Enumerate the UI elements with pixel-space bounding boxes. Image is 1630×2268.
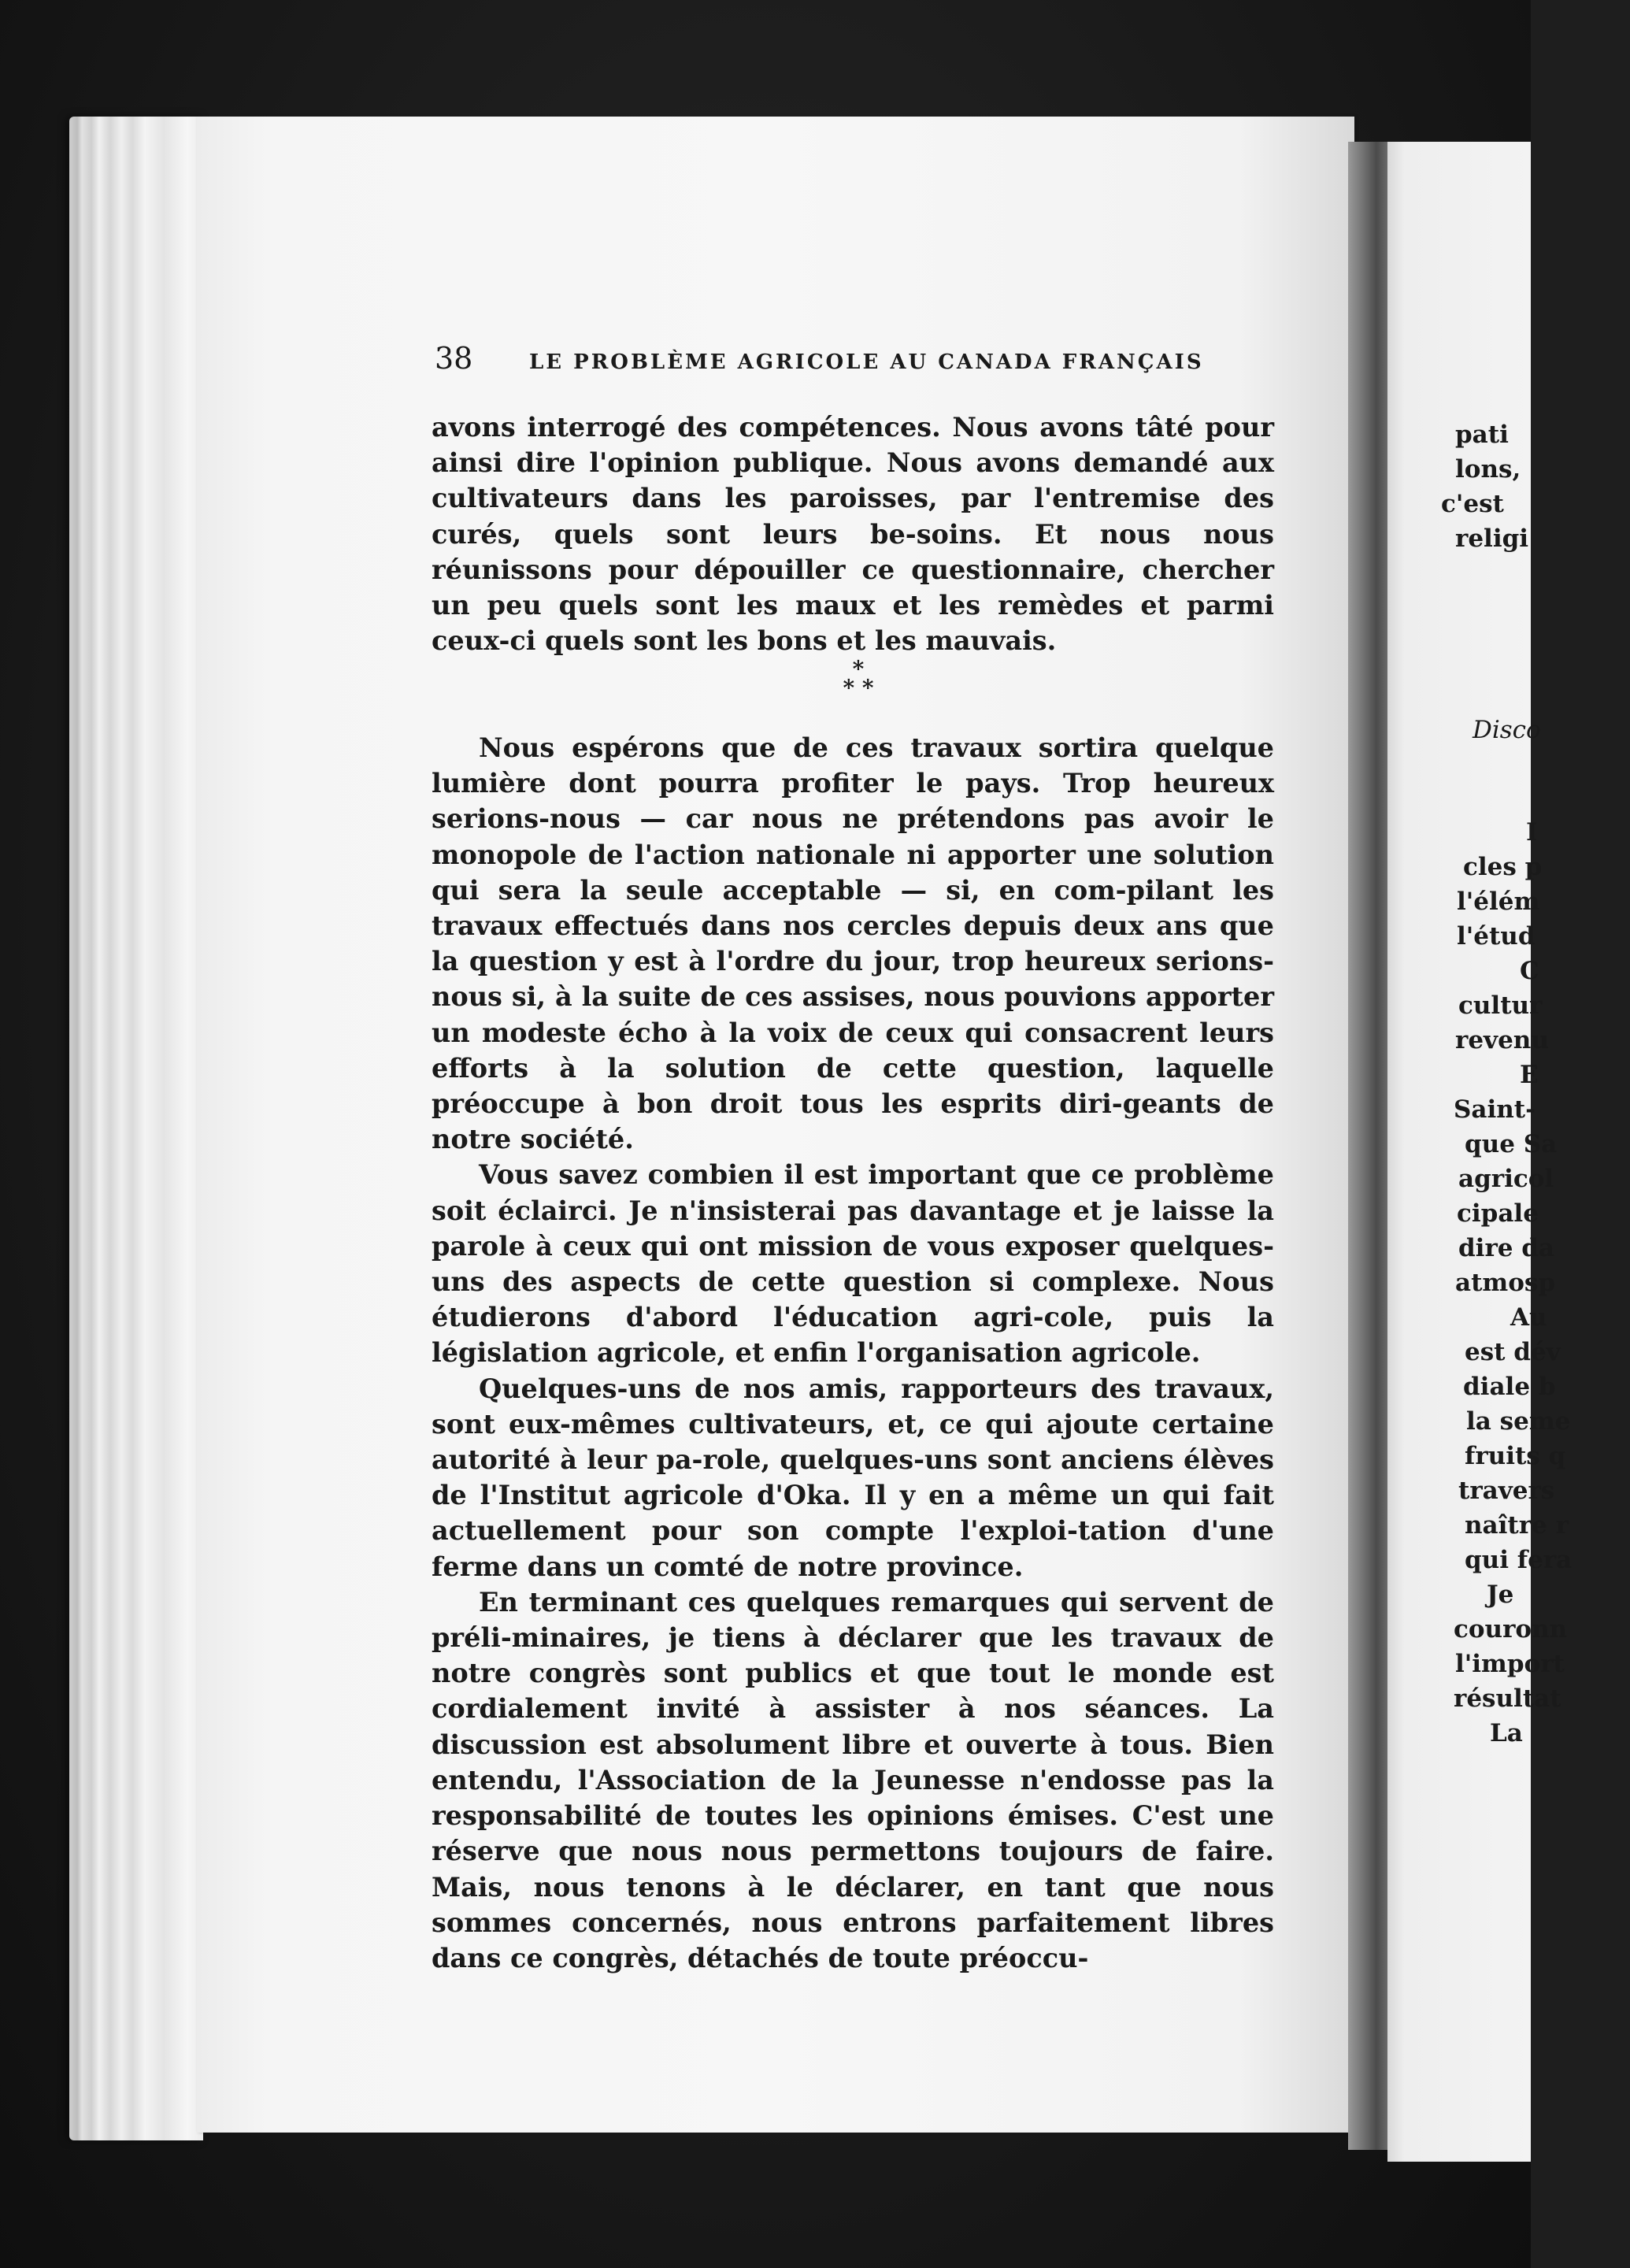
right-line: C [1520, 957, 1539, 985]
right-line: l'élém [1457, 888, 1540, 916]
right-line: cultur [1458, 991, 1543, 1020]
body-text-top [432, 410, 1274, 658]
right-page-top-lines [1441, 417, 1599, 556]
running-head [435, 339, 1222, 378]
section-break [827, 656, 890, 701]
right-line: c'est [1441, 490, 1504, 518]
right-line: résultat [1454, 1684, 1561, 1713]
paragraph-3: Vous savez combien il est important que ce problème soit éclairci. Je n'insisterai pas davantage et je laisse la parole à ceux qui ont mission de vous exposer quelques-uns des aspects de cette question si complexe. Nous étudierons d'abord l'éducation agri-cole, puis la législation agricole, et enfin l'organisation agricole. [432, 1159, 1274, 1369]
right-line: travers [1458, 1477, 1555, 1505]
right-line: est dév [1465, 1338, 1561, 1366]
right-line: l'étud [1457, 922, 1536, 951]
right-line: la seme [1466, 1407, 1571, 1436]
paragraph-1: avons interrogé des compétences. Nous avons tâté pour ainsi dire l'opinion publique. Nous avons demandé aux cultivateurs dans les paroisses, par l'entremise des curés, quels sont leurs be-soins. Et nous nous réunissons pour dépouiller ce questionnaire, chercher un peu quels sont les maux et les remèdes et parmi ceux-ci quels sont les bons et les mauvais. [432, 412, 1274, 657]
right-line: pati [1455, 421, 1509, 449]
right-page-lines [1441, 815, 1599, 1751]
right-page-italic-heading [1473, 713, 1630, 747]
right-line: cles p [1463, 853, 1543, 881]
paragraph-2: Nous espérons que de ces travaux sortira quelque lumière dont pourra profiter le pays. Trop heureux serions-nous — car nous ne prétendons pas avoir le monopole de l'action nationale ni apporter une solution qui sera la seule acceptable — si, en com-pilant les travaux effectués dans nos cercles depuis deux ans que la question y est à l'ordre du jour, trop heureux serions-nous si, à la suite de ces assises, nous pouvions apporter un modeste écho à la voix de ceux qui consacrent leurs efforts à la solution de cette question, laquelle préoccupe à bon droit tous les esprits diri-geants de notre société. [432, 732, 1274, 1155]
right-line: Au [1510, 1303, 1547, 1332]
right-line: Je [1487, 1581, 1514, 1609]
page-number: 38 [435, 341, 473, 376]
right-line: religi [1455, 524, 1529, 553]
right-line: revenu [1455, 1026, 1549, 1054]
paragraph-4: Quelques-uns de nos amis, rapporteurs des travaux, sont eux-mêmes cultivateurs, et, ce qui ajoute certaine autorité à leur pa-role, quelques-uns sont anciens élèves de l'Institut agricole d'Oka. Il y en a même un qui fait actuellement pour son compte l'exploi-tation d'une ferme dans un comté de notre province. [432, 1373, 1274, 1582]
page-block-edges [69, 117, 203, 2140]
right-line: qui fera [1465, 1546, 1573, 1574]
right-line: l'import [1455, 1650, 1565, 1678]
right-line: cipale [1457, 1199, 1539, 1228]
right-line: diale b [1463, 1373, 1556, 1401]
running-title: LE PROBLÈME AGRICOLE AU CANADA FRANÇAIS [529, 350, 1204, 374]
right-line: dire da [1458, 1234, 1555, 1262]
section-break-star-top: * [852, 656, 865, 682]
right-line: fruits q [1465, 1442, 1566, 1470]
right-line: atmosp [1455, 1269, 1556, 1297]
right-line: La [1490, 1719, 1523, 1747]
right-line: que Sa [1465, 1130, 1558, 1158]
right-italic-heading: Disco [1473, 716, 1541, 744]
body-text-main [432, 730, 1274, 1976]
right-line: couronn [1454, 1615, 1568, 1644]
right-line: E [1520, 1061, 1539, 1089]
right-line: lons, [1455, 455, 1521, 484]
right-line: naître r [1465, 1511, 1569, 1540]
paragraph-5: En terminant ces quelques remarques qui servent de préli-minaires, je tiens à déclarer que les travaux de notre congrès sont publics et que tout le monde est cordialement invité à assister à nos séances. La discussion est absolument libre et ouverte à tous. Bien entendu, l'Association de la Jeunesse n'endosse pas la responsabilité de toutes les opinions émises. C'est une réserve que nous nous permettons toujours de faire. Mais, nous tenons à le déclarer, en tant que nous sommes concernés, nous entrons parfaitement libres dans ce congrès, détachés de toute préoccu- [432, 1586, 1274, 1973]
section-break-stars-bottom: * * [843, 675, 874, 701]
right-line: I [1526, 818, 1538, 847]
right-line: agricol [1458, 1165, 1554, 1193]
right-line: Saint- [1454, 1095, 1536, 1124]
